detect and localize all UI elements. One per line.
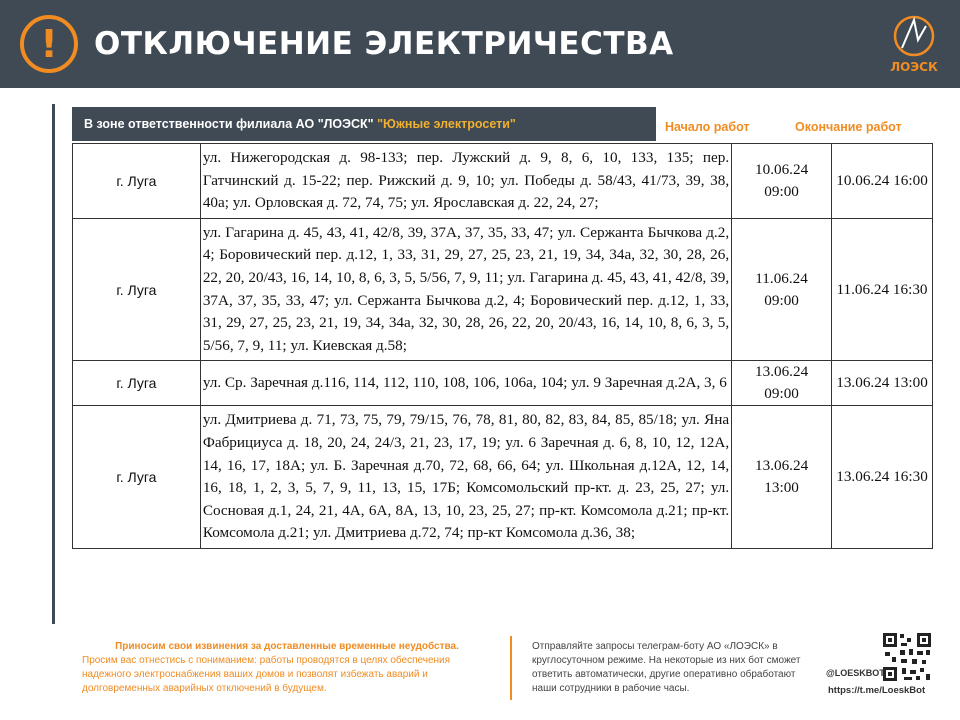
request-text: Просим вас отнестись с пониманием: работы проводятся в целях обеспечения надежного электроснабжения ваших домов и позволят избежать аварий и долговременных аварийных отключений в будущем. bbox=[82, 655, 451, 694]
zone-branch: "Южные электросети" bbox=[377, 117, 516, 131]
city-cell: г. Луга bbox=[73, 144, 201, 219]
end-cell bbox=[832, 218, 933, 361]
bot-link[interactable]: https://t.me/LoeskBot bbox=[828, 685, 926, 696]
end-time: 16:00 bbox=[893, 171, 928, 189]
end-time: 16:30 bbox=[893, 468, 928, 486]
address-cell: ул. Нижегородская д. 98-133; пер. Лужский д. 9, 8, 6, 10, 133, 135; пер. Гатчинский д. 15-22; пер. Рижский д. 9, 10; ул. Победы д. 58/43, 41/73, 39, 38, 40а; ул. Орловская д. 72, 74, 75; ул. Ярославская д. 22, 24, 27; bbox=[200, 144, 731, 219]
start-cell bbox=[732, 218, 832, 361]
end-cell bbox=[832, 144, 933, 219]
left-accent-bar bbox=[52, 104, 55, 624]
table-row bbox=[73, 361, 933, 406]
footer-divider bbox=[510, 636, 512, 700]
end-date: 13.06.24 bbox=[836, 374, 890, 392]
table-row bbox=[73, 406, 933, 549]
bot-info-text: Отправляйте запросы телеграм-боту АО «ЛОЭСК» в круглосуточном режиме. На некоторые из них бот сможет ответить автоматически, другие оперативно обработают наши сотрудники в рабочие часы. bbox=[532, 641, 801, 694]
page-header bbox=[0, 0, 960, 88]
address-cell: ул. Ср. Заречная д.116, 114, 112, 110, 108, 106, 106а, 104; ул. 9 Заречная д.2А, 3, 6 bbox=[200, 361, 731, 406]
footer-apology-block bbox=[82, 640, 492, 696]
end-time: 16:30 bbox=[892, 280, 928, 298]
zone-bar bbox=[72, 107, 656, 141]
start-date: 13.06.24 bbox=[755, 363, 809, 381]
table-row bbox=[73, 218, 933, 361]
city-cell: г. Луга bbox=[73, 361, 201, 406]
start-cell bbox=[732, 406, 832, 549]
city-cell: г. Луга bbox=[73, 406, 201, 549]
city-cell: г. Луга bbox=[73, 218, 201, 361]
end-cell bbox=[832, 361, 933, 406]
loesk-logo-icon bbox=[890, 14, 938, 60]
end-cell bbox=[832, 406, 933, 549]
start-time: 13:00 bbox=[764, 479, 799, 497]
logo-text: ЛОЭСК bbox=[890, 60, 938, 74]
start-date: 10.06.24 bbox=[755, 160, 809, 178]
page-title: ОТКЛЮЧЕНИЕ ЭЛЕКТРИЧЕСТВА bbox=[94, 26, 674, 62]
start-date: 13.06.24 bbox=[755, 457, 809, 475]
column-header-end: Окончание работ bbox=[795, 120, 902, 134]
column-header-start: Начало работ bbox=[665, 120, 750, 134]
table-row bbox=[73, 144, 933, 219]
zone-label: В зоне ответственности филиала АО "ЛОЭСК" bbox=[84, 117, 374, 131]
start-cell bbox=[732, 361, 832, 406]
end-date: 11.06.24 bbox=[836, 280, 890, 298]
outage-table bbox=[72, 143, 933, 549]
start-time: 09:00 bbox=[764, 182, 799, 200]
apology-text: Приносим свои извинения за доставленные временные неудобства. bbox=[115, 641, 459, 652]
end-date: 13.06.24 bbox=[836, 468, 890, 486]
end-date: 10.06.24 bbox=[836, 171, 890, 189]
start-time: 09:00 bbox=[764, 385, 799, 403]
start-cell bbox=[732, 144, 832, 219]
address-cell: ул. Дмитриева д. 71, 73, 75, 79, 79/15, 76, 78, 81, 80, 82, 83, 84, 85, 85/18; ул. Яна Фабрициуса д. 18, 20, 24, 24/3, 21, 23, 17, 19; ул. 6 Заречная д. 6, 8, 10, 12, 12А, 14, 16, 17, 18А; ул. Б. Заречная д.70, 72, 68, 66, 64; ул. Школьная д.12А, 12, 14, 16, 18, 1, 2, 3, 5, 7, 9, 11, 13, 15, 17Б; Комсомольский пр-кт. д. 23, 25, 27; ул. Сосновая д.1, 24, 21, 4А, 6А, 8А, 13, 10, 23, 25, 27; пр-кт. Комсомола д.21; пр-кт. Комсомола д.21; ул. Дмитриева д.72, 74; пр-кт Комсомола д.36, 38; bbox=[200, 406, 731, 549]
loesk-logo bbox=[884, 14, 944, 76]
end-time: 13:00 bbox=[893, 374, 928, 392]
start-time: 09:00 bbox=[764, 291, 799, 309]
qr-code-icon[interactable] bbox=[882, 632, 932, 682]
start-date: 11.06.24 bbox=[755, 269, 808, 287]
warning-icon: ! bbox=[20, 15, 78, 73]
address-cell: ул. Гагарина д. 45, 43, 41, 42/8, 39, 37А, 37, 35, 33, 47; ул. Сержанта Бычкова д.2, 4; Боровический пер. д.12, 1, 33, 31, 29, 27, 25, 23, 21, 19, 34, 34а, 32, 30, 28, 26, 22, 20, 20/43, 16, 14, 10, 8, 6, 3, 5, 5/56, 7, 9, 11; ул. Гагарина д. 45, 43, 41, 42/8, 39, 37А, 37, 35, 33, 47; ул. Сержанта Бычкова д.2, 4; Боровический пер. д.12, 1, 33, 31, 29, 27, 25, 23, 21, 19, 34, 34а, 32, 30, 28, 26, 22, 20, 20/43, 16, 14, 10, 8, 6, 3, 5, 5/56, 7, 9, 11; ул. Киевская д.58; bbox=[200, 218, 731, 361]
bot-name: @LOESKBOT bbox=[826, 668, 885, 678]
